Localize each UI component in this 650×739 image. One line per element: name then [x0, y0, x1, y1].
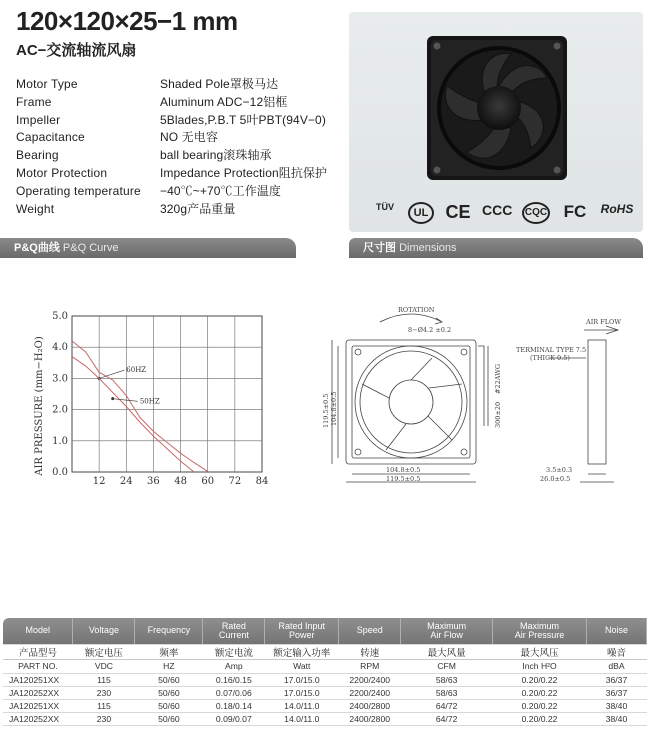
rotation-label: ROTATION	[398, 306, 435, 314]
series-line-60hz	[72, 341, 208, 471]
header-cell: Voltage	[73, 618, 135, 644]
model-spec-table	[3, 618, 647, 726]
unit-cell: PART NO.	[3, 659, 73, 673]
series-label: 50HZ	[139, 397, 160, 406]
table-cell: 14.0/11.0	[265, 699, 339, 712]
product-photo-panel	[349, 12, 643, 232]
table-row	[3, 699, 647, 712]
x-tick-label: 24	[119, 476, 133, 487]
table-row	[3, 673, 647, 686]
table-cell: 36/37	[587, 673, 647, 686]
table-cell: 64/72	[401, 712, 493, 725]
dim-inner-height: 104.8±0.5	[330, 391, 338, 426]
series-label-dot	[111, 397, 114, 400]
chart-series	[72, 341, 208, 472]
spec-label: Weight	[16, 201, 55, 216]
y-tick-label: 5.0	[52, 311, 68, 322]
pq-curve-section-header	[0, 238, 296, 258]
ccc-logo: CCC	[482, 202, 513, 218]
page-title: 120×120×25−1 mm	[16, 6, 238, 36]
table-cell: 64/72	[401, 699, 493, 712]
lead-length-label: 300±20	[494, 401, 502, 428]
dim-outer-height: 119.5±0.5	[322, 393, 330, 428]
spec-label: Capacitance	[16, 130, 85, 145]
x-tick-label: 12	[92, 476, 106, 487]
header-cell: Rated Input Power	[265, 618, 339, 644]
table-header-row	[3, 618, 647, 644]
header-cell: Frequency	[135, 618, 203, 644]
header-cell: Maximum Air Flow	[401, 618, 493, 644]
pq-curve-chart	[30, 306, 275, 491]
dimension-drawing	[318, 300, 648, 490]
spec-list	[16, 76, 356, 218]
unit-cell: Amp	[203, 659, 265, 673]
x-tick-label: 48	[174, 476, 187, 487]
header-cell: Noise	[587, 618, 647, 644]
spec-value: Aluminum ADC−12铝框	[160, 94, 288, 109]
cn-cell: 额定输入功率	[265, 644, 339, 659]
table-cell: 115	[73, 673, 135, 686]
chart-ticks	[52, 311, 268, 487]
cn-cell: 转速	[339, 644, 401, 659]
unit-cell: VDC	[73, 659, 135, 673]
table-cell: 50/60	[135, 712, 203, 725]
header-cell: Speed	[339, 618, 401, 644]
spec-label: Impeller	[16, 112, 61, 127]
airflow-label: AIR FLOW	[586, 318, 622, 326]
dim-outer-width: 119.5±0.5	[386, 475, 421, 483]
x-tick-label: 72	[228, 476, 242, 487]
table-cell: 0.20/0.22	[493, 712, 587, 725]
spec-value: NO 无电容	[160, 130, 218, 145]
table-cell: 58/63	[401, 686, 493, 699]
table-row	[3, 712, 647, 725]
unit-cell: dBA	[587, 659, 647, 673]
y-tick-label: 4.0	[52, 342, 68, 354]
table-cell: 0.20/0.22	[493, 699, 587, 712]
spec-row	[16, 165, 356, 183]
spec-value: Impedance Protection阻抗保护	[160, 165, 328, 180]
tuv-logo: TÜV	[376, 202, 394, 212]
table-cell: 17.0/15.0	[265, 673, 339, 686]
table-cell: 230	[73, 712, 135, 725]
y-axis-label: AIR PRESSURE (mm−H₂O)	[34, 336, 45, 476]
spec-value: −40℃~+70℃工作温度	[160, 183, 282, 198]
table-cell: JA120252XX	[3, 712, 73, 725]
cn-cell: 噪音	[587, 644, 647, 659]
table-cell: 50/60	[135, 686, 203, 699]
table-cell: 2200/2400	[339, 686, 401, 699]
ul-logo: UL	[408, 202, 434, 224]
holes-label: 8−Ø4.2 ±0.2	[408, 326, 452, 334]
table-cell: 2400/2800	[339, 699, 401, 712]
unit-cell: RPM	[339, 659, 401, 673]
section-title-cn: 尺寸图	[363, 242, 396, 254]
section-title-cn: P&Q曲线	[14, 242, 60, 254]
spec-value: 5Blades,P.B.T 5叶PBT(94V−0)	[160, 112, 326, 127]
cn-cell: 频率	[135, 644, 203, 659]
cn-cell: 额定电压	[73, 644, 135, 659]
ce-logo: CE	[445, 202, 471, 222]
table-cell: 0.16/0.15	[203, 673, 265, 686]
page-subtitle: AC−交流轴流风扇	[16, 42, 137, 59]
table-cell: 2200/2400	[339, 673, 401, 686]
cqc-logo: CQC	[522, 202, 550, 224]
rohs-logo: RoHS	[600, 202, 634, 216]
unit-cell: CFM	[401, 659, 493, 673]
table-cell: 38/40	[587, 712, 647, 725]
dim-inner-width: 104.8±0.5	[386, 466, 421, 474]
table-cell: 38/40	[587, 699, 647, 712]
dim-depth: 26.0±0.5	[540, 475, 571, 483]
certification-logos	[372, 202, 634, 224]
table-cell: 0.07/0.06	[203, 686, 265, 699]
y-tick-label: 0.0	[52, 467, 68, 478]
y-tick-label: 3.0	[52, 373, 68, 385]
header-cell: Maximum Air Pressure	[493, 618, 587, 644]
spec-row	[16, 201, 356, 219]
cn-cell: 产品型号	[3, 644, 73, 659]
table-cell: 50/60	[135, 673, 203, 686]
x-tick-label: 84	[255, 476, 269, 487]
thick-label: (THICK 0.5)	[530, 354, 570, 362]
table-cell: 0.20/0.22	[493, 686, 587, 699]
y-tick-label: 2.0	[52, 404, 68, 416]
unit-cell: Inch H²O	[493, 659, 587, 673]
cn-cell: 额定电流	[203, 644, 265, 659]
table-cell: 2400/2800	[339, 712, 401, 725]
x-tick-label: 36	[147, 476, 160, 487]
table-cell: 115	[73, 699, 135, 712]
table-cell: JA120251XX	[3, 699, 73, 712]
table-cell: 0.18/0.14	[203, 699, 265, 712]
x-tick-label: 60	[201, 476, 215, 487]
table-cell: 36/37	[587, 686, 647, 699]
spec-label: Operating temperature	[16, 183, 141, 198]
table-cell: JA120251XX	[3, 673, 73, 686]
spec-row	[16, 129, 356, 147]
table-unit-row	[3, 659, 647, 673]
spec-value: 320g产品重量	[160, 201, 236, 216]
unit-cell: HZ	[135, 659, 203, 673]
terminal-label: TERMINAL TYPE 7.5	[516, 346, 587, 354]
spec-row	[16, 147, 356, 165]
section-title-en: P&Q Curve	[62, 242, 119, 254]
cn-cell: 最大风压	[493, 644, 587, 659]
unit-cell: Watt	[265, 659, 339, 673]
table-cell: 14.0/11.0	[265, 712, 339, 725]
section-title-en: Dimensions	[399, 242, 457, 254]
spec-row	[16, 183, 356, 201]
table-cell: 0.20/0.22	[493, 673, 587, 686]
dimensions-section-header	[349, 238, 643, 258]
spec-row	[16, 112, 356, 130]
table-cn-row	[3, 644, 647, 659]
cn-cell: 最大风量	[401, 644, 493, 659]
spec-row	[16, 94, 356, 112]
spec-label: Motor Protection	[16, 165, 108, 180]
spec-value: Shaded Pole罩极马达	[160, 77, 279, 91]
spec-label: Bearing	[16, 148, 59, 163]
fan-photo	[349, 12, 643, 232]
table-cell: 58/63	[401, 673, 493, 686]
table-row	[3, 686, 647, 699]
fc-logo: FC	[563, 202, 587, 221]
spec-label: Motor Type	[16, 77, 78, 91]
spec-row	[16, 76, 356, 94]
header-cell: Rated Current	[203, 618, 265, 644]
table-cell: JA120252XX	[3, 686, 73, 699]
series-label: 60HZ	[126, 366, 147, 375]
dim-mount: 3.5±0.3	[546, 466, 573, 474]
spec-value: ball bearing滚珠轴承	[160, 148, 272, 163]
awg-label: #22AWG	[494, 363, 502, 394]
table-cell: 0.09/0.07	[203, 712, 265, 725]
header-cell: Model	[3, 618, 73, 644]
spec-label: Frame	[16, 94, 52, 109]
table-cell: 50/60	[135, 699, 203, 712]
table-cell: 230	[73, 686, 135, 699]
series-label-pointer	[113, 399, 138, 402]
table-cell: 17.0/15.0	[265, 686, 339, 699]
y-tick-label: 1.0	[52, 435, 68, 447]
